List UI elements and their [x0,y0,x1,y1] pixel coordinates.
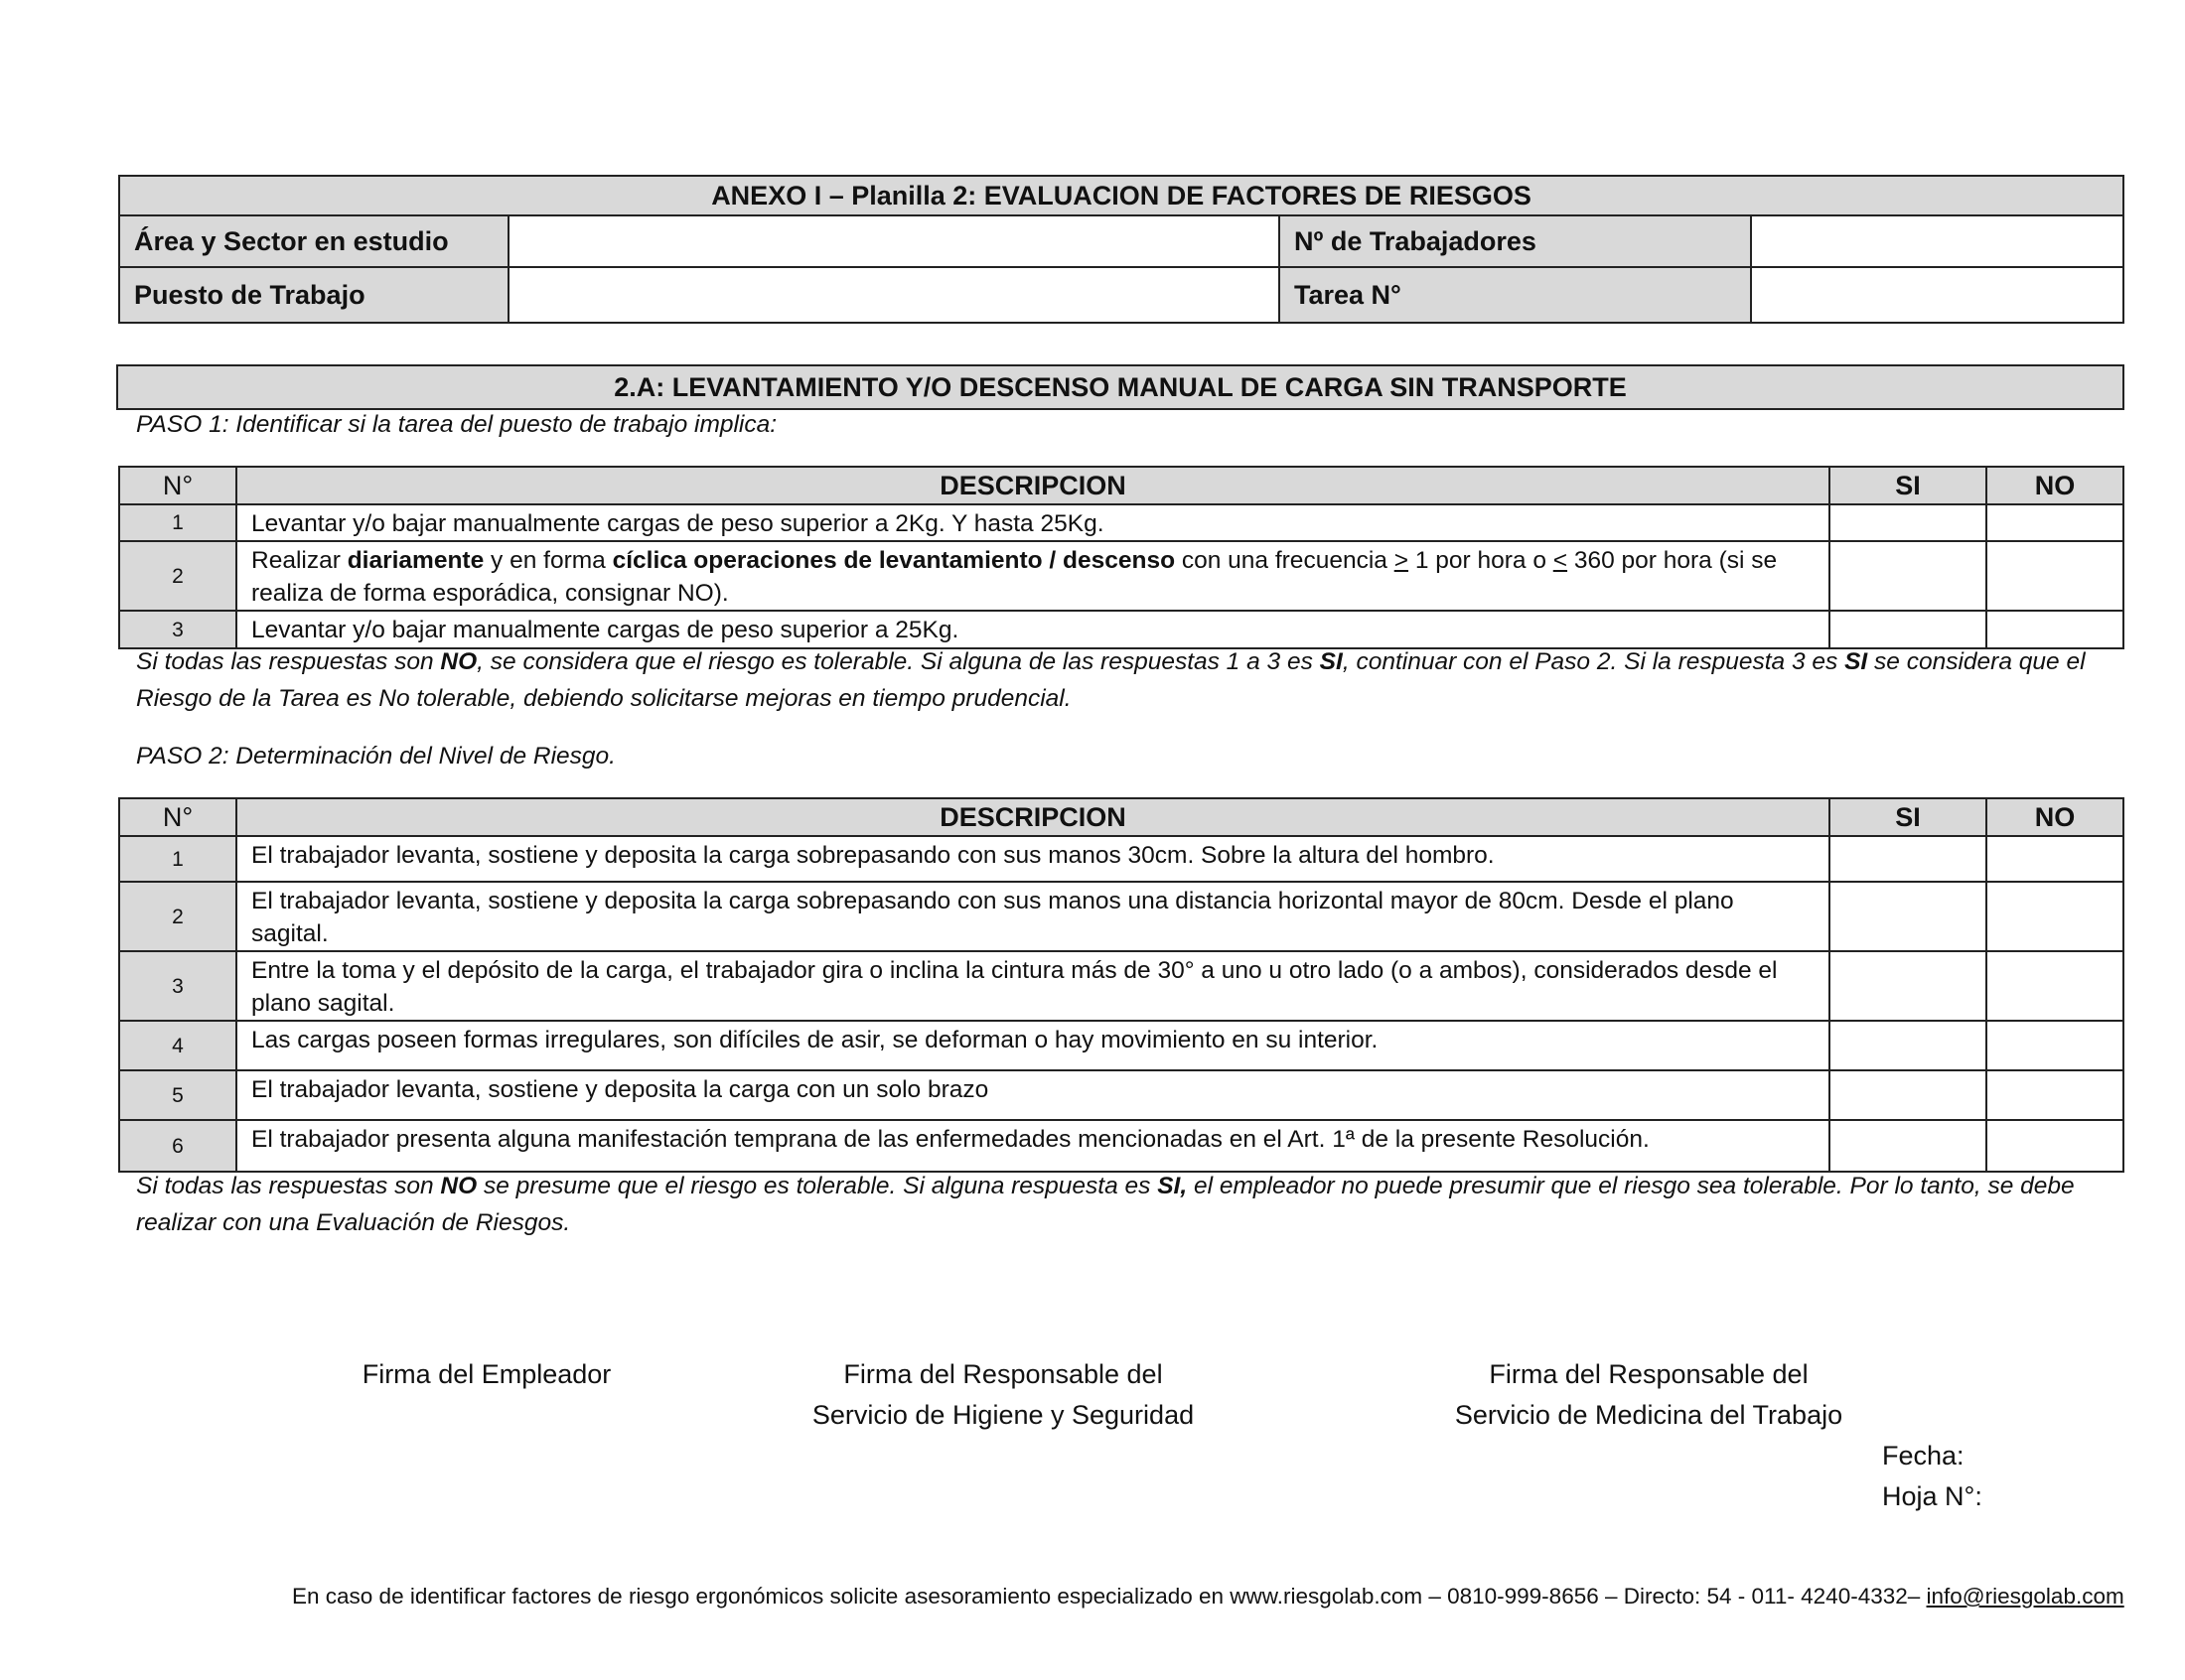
area-field[interactable] [509,215,1279,267]
si-cell[interactable] [1829,951,1986,1021]
no-cell[interactable] [1986,1120,2123,1172]
table-row [119,504,2123,541]
col-num-header: N° [119,467,236,504]
note-text: se presume que el riesgo es tolerable. Si alguna respuesta es [477,1173,1158,1199]
row-number: 2 [119,541,236,611]
col-si-header: SI [1829,798,1986,836]
table-row [119,1021,2123,1070]
paso1-intro: PASO 1: Identificar si la tarea del puesto de trabajo implica: [136,411,778,438]
no-cell[interactable] [1986,1070,2123,1120]
signature-hygiene [775,1354,1232,1436]
note-text: se considera que el Riesgo de la Tarea es No tolerable, debiendo solicitarse mejoras en tiempo prudencial. [136,648,2086,712]
signature-employer-label: Firma del Empleador [362,1359,612,1389]
signature-medicine-line2: Servicio de Medicina del Trabajo [1454,1400,1843,1430]
paso1-table [118,466,2124,649]
footer-text: En caso de identificar factores de riesgo ergonómicos solicite asesoramiento especializado en www.riesgolab.com – 0810-999-8656 – Directo: 54 - 011- 4240-4332– [292,1584,1927,1609]
desc-bold: cíclica operaciones de levantamiento / descenso [612,547,1176,574]
col-desc-header: DESCRIPCION [236,798,1829,836]
tarea-label: Tarea N° [1279,267,1751,323]
col-num-header: N° [119,798,236,836]
area-label: Área y Sector en estudio [119,215,509,267]
col-no-header: NO [1986,798,2123,836]
signature-hygiene-line1: Firma del Responsable del [843,1359,1163,1389]
desc-text: Realizar [251,547,348,574]
signature-employer [328,1354,646,1395]
note-bold: SI [1319,648,1343,675]
desc-text: 1 por hora o [1408,547,1553,574]
no-cell[interactable] [1986,951,2123,1021]
col-no-header: NO [1986,467,2123,504]
note-bold: SI, [1157,1173,1188,1199]
note-text: , se considera que el riesgo es tolerable. Si alguna de las respuestas 1 a 3 es [477,648,1320,675]
row-number: 5 [119,1070,236,1120]
signature-hygiene-line2: Servicio de Higiene y Seguridad [811,1400,1195,1430]
col-si-header: SI [1829,467,1986,504]
row-number: 1 [119,504,236,541]
paso2-intro: PASO 2: Determinación del Nivel de Riesgo. [136,743,616,770]
note-text: el empleador no puede presumir que el riesgo sea tolerable. Por lo tanto, se debe realizar con una Evaluación de Riesgos. [136,1173,2075,1236]
header-table [118,175,2124,324]
no-cell[interactable] [1986,504,2123,541]
no-cell[interactable] [1986,882,2123,951]
paso2-note [136,1168,2112,1241]
table-row [119,836,2123,882]
row-number: 1 [119,836,236,882]
puesto-label: Puesto de Trabajo [119,267,509,323]
footer [292,1584,2124,1610]
row-number: 3 [119,951,236,1021]
note-text: Si todas las respuestas son [136,1173,441,1199]
signature-medicine [1410,1354,1887,1436]
desc-bold: diariamente [347,547,485,574]
si-cell[interactable] [1829,1120,1986,1172]
form-title: ANEXO I – Planilla 2: EVALUACION DE FACTORES DE RIESGOS [119,176,2123,215]
footer-email-link[interactable]: info@riesgolab.com [1926,1584,2124,1609]
table-row [119,1120,2123,1172]
si-cell[interactable] [1829,1070,1986,1120]
note-bold: NO [440,1173,478,1199]
si-cell[interactable] [1829,541,1986,611]
puesto-field[interactable] [509,267,1279,323]
table-row [119,951,2123,1021]
row-description: Levantar y/o bajar manualmente cargas de peso superior a 2Kg. Y hasta 25Kg. [236,504,1829,541]
row-number: 3 [119,611,236,648]
col-desc-header: DESCRIPCION [236,467,1829,504]
no-cell[interactable] [1986,1021,2123,1070]
desc-text: 360 por hora (si se realiza de forma esporádica, consignar NO). [251,547,1778,607]
no-cell[interactable] [1986,836,2123,882]
row-description: El trabajador levanta, sostiene y deposita la carga sobrepasando con sus manos 30cm. Sobre la altura del hombro. [236,836,1829,882]
row-description: Las cargas poseen formas irregulares, son difíciles de asir, se deforman o hay movimiento en su interior. [236,1021,1829,1070]
row-number: 6 [119,1120,236,1172]
note-text: Si todas las respuestas son [136,648,441,675]
desc-text: con una frecuencia [1175,547,1394,574]
hoja-label: Hoja N°: [1882,1481,1982,1511]
desc-text: y en forma [484,547,613,574]
row-number: 2 [119,882,236,951]
no-cell[interactable] [1986,541,2123,611]
row-description: Entre la toma y el depósito de la carga, el trabajador gira o inclina la cintura más de 30° a uno u otro lado (o a ambos), considerados desde el plano sagital. [236,951,1829,1021]
row-description: Levantar y/o bajar manualmente cargas de peso superior a 25Kg. [236,611,1829,648]
section-title-table [116,364,2124,410]
row-description [236,541,1829,611]
table-row [119,1070,2123,1120]
paso1-note [136,643,2112,717]
si-cell[interactable] [1829,836,1986,882]
row-description: El trabajador presenta alguna manifestación temprana de las enfermedades mencionadas en el Art. 1ª de la presente Resolución. [236,1120,1829,1172]
gte-symbol: > [1393,547,1409,574]
note-bold: NO [440,648,478,675]
section-title: 2.A: LEVANTAMIENTO Y/O DESCENSO MANUAL DE CARGA SIN TRANSPORTE [117,365,2123,409]
row-description: El trabajador levanta, sostiene y deposita la carga con un solo brazo [236,1070,1829,1120]
table-row [119,882,2123,951]
workers-field[interactable] [1751,215,2123,267]
note-text: , continuar con el Paso 2. Si la respuesta 3 es [1342,648,1845,675]
si-cell[interactable] [1829,1021,1986,1070]
workers-label: Nº de Trabajadores [1279,215,1751,267]
si-cell[interactable] [1829,504,1986,541]
note-bold: SI [1844,648,1868,675]
row-number: 4 [119,1021,236,1070]
tarea-field[interactable] [1751,267,2123,323]
fecha-label: Fecha: [1882,1441,1965,1470]
paso2-table [118,797,2124,1173]
table-row [119,541,2123,611]
si-cell[interactable] [1829,882,1986,951]
lte-symbol: < [1552,547,1568,574]
row-description: El trabajador levanta, sostiene y deposita la carga sobrepasando con sus manos una distancia horizontal mayor de 80cm. Desde el plano sagital. [236,882,1829,951]
signature-medicine-line1: Firma del Responsable del [1489,1359,1809,1389]
